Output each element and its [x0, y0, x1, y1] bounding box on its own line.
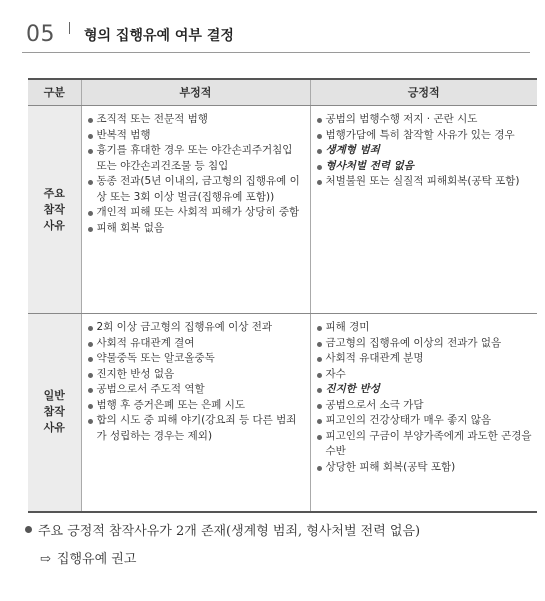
list-item: 피해 경미 — [315, 320, 534, 336]
factor-list — [86, 112, 306, 236]
list-item: 2회 이상 금고형의 집행유예 이상 전과 — [86, 320, 306, 336]
list-item: 처벌불원 또는 실질적 피해회복(공탁 포함) — [315, 174, 534, 190]
recommendation-text: 집행유예 권고 — [56, 552, 137, 567]
list-item: 합의 시도 중 피해 야기(강요죄 등 다른 범죄가 성립하는 경우는 제외) — [86, 413, 306, 444]
list-item: 자수 — [315, 367, 534, 383]
header-positive: 긍정적 — [310, 79, 537, 106]
section-header — [22, 18, 530, 53]
list-item: 사회적 유대관계 결여 — [86, 336, 306, 352]
factor-list — [315, 112, 534, 190]
list-item: 상당한 피해 회복(공탁 포함) — [315, 460, 534, 476]
section-divider — [69, 22, 70, 34]
list-item: 반복적 범행 — [86, 128, 306, 144]
list-item: 피해 회복 없음 — [86, 221, 306, 237]
positive-factors-cell — [310, 314, 537, 512]
positive-factors-cell — [310, 106, 537, 314]
section-title: 형의 집행유예 여부 결정 — [84, 28, 234, 44]
list-item: 약물중독 또는 알코올중독 — [86, 351, 306, 367]
list-item: 개인적 피해 또는 사회적 피해가 상당히 중함 — [86, 205, 306, 221]
probation-factors-table — [28, 78, 537, 513]
section-number: 05 — [26, 22, 55, 47]
list-item: 사회적 유대관계 분명 — [315, 351, 534, 367]
list-item: 공범의 범행수행 저지 · 곤란 시도 — [315, 112, 534, 128]
bullet-icon — [25, 526, 32, 533]
list-item: 금고형의 집행유예 이상의 전과가 없음 — [315, 336, 534, 352]
list-item: 동종 전과(5년 이내의, 금고형의 집행유예 이상 또는 3회 이상 벌금(집행유예 포함)) — [86, 174, 306, 205]
category-major-factors: 주요 참작 사유 — [28, 106, 81, 314]
negative-factors-cell — [81, 106, 310, 314]
arrow-icon: ⇨ — [40, 552, 51, 567]
list-item: 진지한 반성 없음 — [86, 367, 306, 383]
factor-list — [315, 320, 534, 475]
list-item: 범행 후 증거은폐 또는 은폐 시도 — [86, 398, 306, 414]
list-item: 공범으로서 주도적 역할 — [86, 382, 306, 398]
table-row — [28, 314, 537, 512]
list-item: 범행가담에 특히 참작할 사유가 있는 경우 — [315, 128, 534, 144]
header-negative: 부정적 — [81, 79, 310, 106]
list-item: 공범으로서 소극 가담 — [315, 398, 534, 414]
table-header-row — [28, 79, 537, 106]
header-category: 구분 — [28, 79, 81, 106]
list-item: 생계형 범죄 — [315, 143, 534, 159]
conclusion-note — [25, 520, 420, 539]
category-general-factors: 일반 참작 사유 — [28, 314, 81, 512]
list-item: 조직적 또는 전문적 범행 — [86, 112, 306, 128]
table-row — [28, 106, 537, 314]
list-item: 형사처벌 전력 없음 — [315, 159, 534, 175]
factor-list — [86, 320, 306, 444]
negative-factors-cell — [81, 314, 310, 512]
list-item: 피고인의 구금이 부양가족에게 과도한 곤경을 수반 — [315, 429, 534, 460]
recommendation — [40, 548, 136, 567]
list-item: 피고인의 건강상태가 매우 좋지 않음 — [315, 413, 534, 429]
list-item: 진지한 반성 — [315, 382, 534, 398]
conclusion-text: 주요 긍정적 참작사유가 2개 존재(생계형 범죄, 형사처벌 전력 없음) — [38, 524, 421, 539]
list-item: 흉기를 휴대한 경우 또는 야간손괴주거침입 또는 야간손괴건조물 등 침입 — [86, 143, 306, 174]
